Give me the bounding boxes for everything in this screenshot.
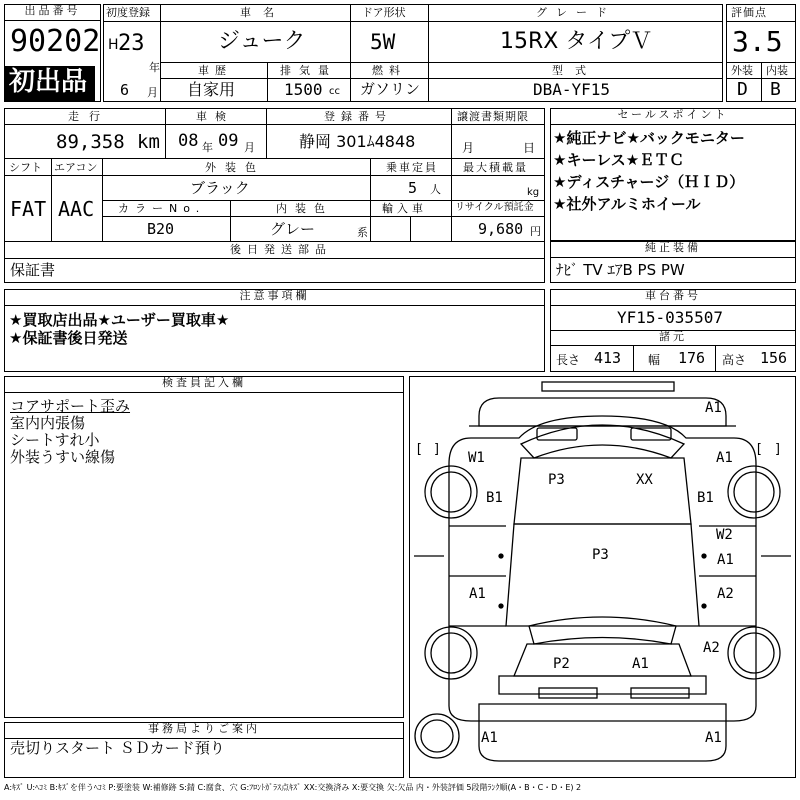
sales-point-3: ★ディスチャージ（ＨＩＤ） [553, 173, 745, 191]
width: 176 [678, 349, 706, 367]
load-label: 最大積載量 [463, 161, 528, 174]
damage-trunk-paint: P2 [553, 656, 570, 672]
dims-label: 諸元 [550, 330, 796, 346]
later-parts: 保証書 [10, 261, 56, 279]
inspector-line-2: 室内内張傷 [10, 414, 86, 432]
int-color: グレー [270, 220, 316, 238]
equipment-label: 純正装備 [550, 241, 796, 258]
wheel-rear-left-icon [425, 627, 477, 679]
inspection-month: 09 [218, 131, 239, 151]
car-name-label: 車名 [240, 6, 286, 19]
lot-number: 90202 [10, 24, 101, 59]
grade: 15RX タイプＶ [500, 29, 653, 54]
roof-icon [506, 524, 699, 626]
fuel: ガソリン [360, 80, 421, 98]
era: H [108, 37, 119, 53]
length: 413 [594, 349, 622, 367]
damage-left-front-fender: W1 [468, 450, 485, 466]
capacity-unit: 人 [430, 183, 441, 196]
later-parts-label: 後日発送部品 [230, 243, 332, 256]
notes-line-1: ★買取店出品★ユーザー買取車★ [9, 311, 230, 329]
legend: A:ｷｽﾞ U:ﾍｺﾐ B:ｷｽﾞを伴うﾍｺﾐ P:要塗装 W:補修跡 S:錆 C:腐食、穴 G:ﾌﾛﾝﾄｶﾞﾗｽ点ｷｽﾞ XX:交換済み X:要交換 欠:欠品 内・外装評価 5段階ﾗﾝｸ順(A・B・C・D・E) 2 [4, 783, 582, 792]
recycle: 9,680 [478, 220, 524, 238]
inspector-label: 検査員記入欄 [4, 376, 404, 393]
inspection-year-unit: 年 [202, 141, 213, 154]
interior-score: B [770, 79, 781, 100]
shift-label: シフト [9, 161, 42, 174]
damage-right-front-door: A1 [717, 552, 734, 568]
import-label: 輸入車 [382, 202, 427, 215]
body-outline-icon [449, 416, 756, 721]
rear-glass-icon [529, 617, 676, 644]
chassis-number: YF15-035507 [617, 308, 723, 327]
int-color-unit: 系 [357, 226, 368, 239]
year-unit: 年 [149, 61, 160, 74]
door: 5W [370, 30, 396, 54]
damage-trunk: A1 [632, 656, 649, 672]
damage-left-front: B1 [486, 490, 503, 506]
wheel-front-left-icon [425, 466, 477, 518]
month-unit: 月 [147, 86, 158, 99]
color: ブラック [190, 179, 250, 197]
history-label: 車歴 [198, 64, 232, 77]
mileage: 89,358 [56, 131, 125, 153]
car-name: ジューク [218, 29, 306, 54]
inspection-year: 08 [178, 131, 199, 151]
damage-right-rear-fender: A2 [703, 640, 720, 656]
transfer-day: 日 [523, 141, 536, 155]
displacement-label: 排気量 [280, 64, 337, 77]
svg-text:[: [ [755, 442, 763, 457]
year: 23 [118, 31, 145, 56]
width-label: 幅 [648, 353, 661, 367]
notes-line-2: ★保証書後日発送 [9, 329, 128, 347]
inspector-line-3: シートすれ小 [10, 431, 100, 449]
damage-right-front-fender: A1 [716, 450, 733, 466]
svg-text:[: [ [415, 442, 423, 457]
model-label: 型式 [552, 64, 598, 77]
recycle-label: リサイクル預託金 [455, 202, 534, 213]
recycle-unit: 円 [530, 225, 541, 238]
exterior-label: 外装 [731, 64, 753, 77]
ac-label: エアコン [54, 161, 98, 174]
load-unit: kg [527, 187, 540, 198]
transfer-label: 譲渡書類期限 [457, 110, 529, 123]
damage-roof-paint: P3 [592, 547, 609, 563]
front-glass-icon [521, 425, 684, 458]
trunk-icon [514, 644, 691, 676]
height: 156 [760, 349, 788, 367]
interior-label: 内装 [766, 64, 788, 77]
first-listing-text: 初出品 [9, 67, 88, 97]
lot-number-label: 出品番号 [4, 4, 101, 21]
mileage-label: 走行 [68, 110, 110, 123]
inspector-line-4: 外装うすい線傷 [10, 448, 116, 466]
door-label: ドア形状 [362, 6, 406, 19]
office-label: 事務局よりご案内 [4, 722, 404, 739]
plate: 静岡 301ﾑ4848 [299, 132, 416, 151]
color-no: B20 [147, 220, 175, 238]
damage-right-rear-door: A2 [717, 586, 734, 602]
damage-hood-paint: P3 [548, 472, 565, 488]
color-no-label: カラーNo. [118, 202, 206, 215]
history: 自家用 [187, 80, 236, 99]
capacity: 5 [408, 179, 418, 197]
fuel-label: 燃料 [372, 64, 406, 77]
wheel-front-right-icon [728, 466, 780, 518]
inspection-month-unit: 月 [244, 141, 255, 154]
damage-right-front-door-repair: W2 [716, 527, 733, 543]
damage-front-bumper: A1 [705, 400, 722, 416]
sales-points-label: セールスポイント [550, 108, 796, 125]
model: DBA-YF15 [533, 80, 611, 99]
ac: AAC [58, 197, 95, 221]
first-reg-label: 初度登録 [106, 6, 150, 19]
score: 3.5 [732, 25, 783, 58]
displacement: 1500 [284, 80, 323, 99]
car-diagram [409, 376, 796, 778]
displacement-unit: cc [329, 86, 340, 97]
sales-point-2: ★キーレス★ＥＴＣ [553, 151, 685, 169]
shift: FAT [10, 197, 47, 221]
transfer-month: 月 [462, 141, 475, 155]
notes-label: 注意事項欄 [4, 289, 545, 306]
capacity-label: 乗車定員 [386, 161, 438, 174]
rear-bumper-icon [539, 688, 597, 698]
sales-point-1: ★純正ナビ★バックモニター [553, 129, 745, 147]
damage-left-rear-door: A1 [469, 586, 486, 602]
svg-text:]: ] [774, 442, 782, 457]
damage-rear-bumper-left: A1 [481, 730, 498, 746]
plate-label: 登録番号 [324, 110, 392, 123]
grade-label: グレード [536, 6, 616, 19]
mileage-unit: km [137, 131, 160, 153]
damage-hood-exchanged: XX [636, 472, 653, 488]
office-note: 売切りスタート ＳＤカード預り [10, 739, 225, 757]
damage-rear-bumper-right: A1 [705, 730, 722, 746]
height-label: 高さ [722, 353, 747, 367]
front-bumper-icon [542, 382, 674, 391]
svg-text:]: ] [433, 442, 441, 457]
wheel-rear-right-icon [728, 627, 780, 679]
damage-right-front: B1 [697, 490, 714, 506]
score-label: 評価点 [731, 6, 767, 19]
inspector-line-1: コアサポート歪み [10, 397, 131, 415]
inspection-label: 車検 [196, 110, 234, 123]
length-label: 長さ [556, 353, 581, 367]
equipment: ﾅﾋﾞ TV ｴｱB PS PW [556, 261, 685, 279]
chassis-label: 車台番号 [550, 289, 796, 306]
int-color-label: 内装色 [276, 202, 333, 215]
month: 6 [120, 81, 130, 99]
color-label: 外装色 [205, 161, 265, 174]
exterior-score: D [737, 79, 748, 100]
sales-point-4: ★社外アルミホイール [553, 195, 701, 213]
